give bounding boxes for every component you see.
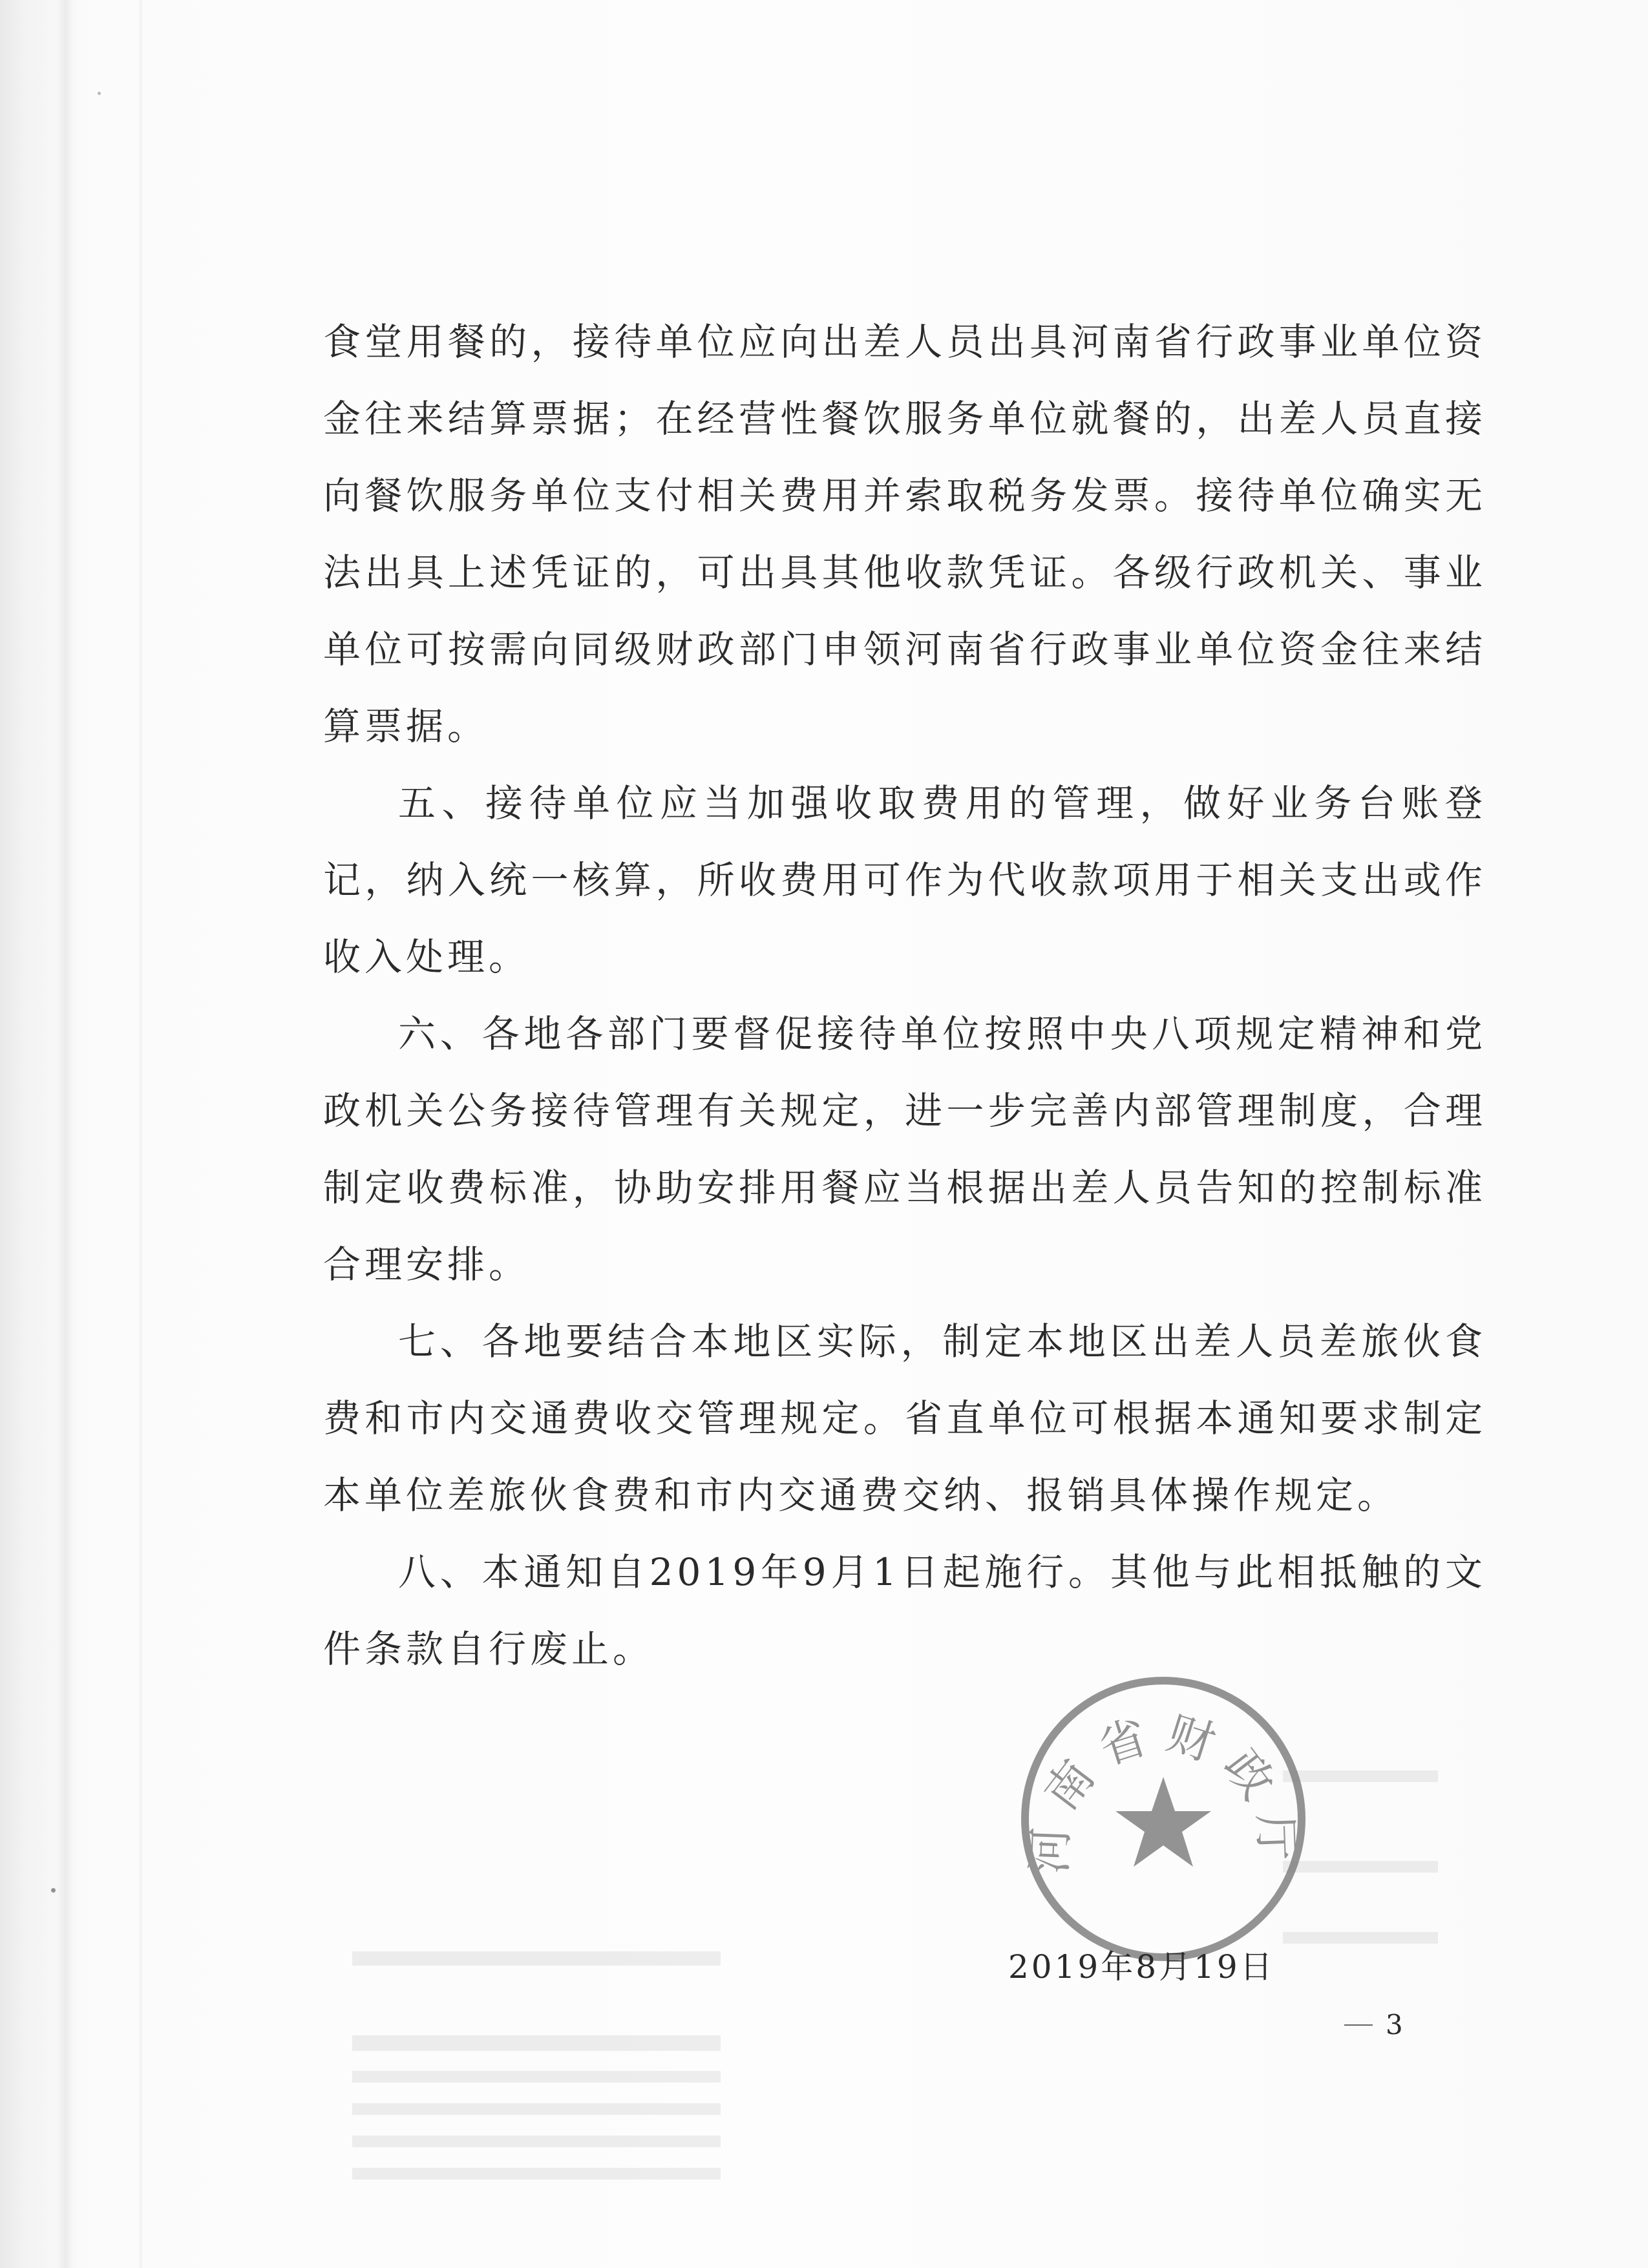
- bleed-through-mark: [352, 2103, 721, 2115]
- scan-speck: [51, 1888, 56, 1893]
- bleed-through-mark: [352, 2136, 721, 2147]
- paragraph: 五、接待单位应当加强收取费用的管理，做好业务台账登记，纳入统一核算，所收费用可作为代收款项用于相关支出或作收入处理。: [323, 781, 1486, 979]
- paragraph: 七、各地要结合本地区实际，制定本地区出差人员差旅伙食费和市内交通费收交管理规定。省直单位可根据本通知要求制定本单位差旅伙食费和市内交通费交纳、报销具体操作规定。: [323, 1319, 1486, 1517]
- star-icon: [1115, 1777, 1211, 1867]
- page-number: [1344, 2007, 1403, 2043]
- page-number-value: 3: [1386, 2009, 1403, 2041]
- seal-text: 河南省财政厅: [1022, 1705, 1305, 1875]
- page-number-dash: [1344, 2024, 1373, 2026]
- official-seal: [1011, 1667, 1315, 1971]
- paragraph: 食堂用餐的，接待单位应向出差人员出具河南省行政事业单位资金往来结算票据；在经营性餐饮服务单位就餐的，出差人员直接向餐饮服务单位支付相关费用并索取税务发票。接待单位确实无法出具上述凭证的，可出具其他收款凭证。各级行政机关、事业单位可按需向同级财政部门申领河南省行政事业单位资金往来结算票据。: [323, 320, 1486, 748]
- scan-speck: [98, 92, 101, 95]
- bleed-through-mark: [352, 2071, 721, 2083]
- paragraph: 六、各地各部门要督促接待单位按照中央八项规定精神和党政机关公务接待管理有关规定，进一步完善内部管理制度，合理制定收费标准，协助安排用餐应当根据出差人员告知的控制标准合理安排。: [323, 1012, 1486, 1286]
- paragraph: 八、本通知自2019年9月1日起施行。其他与此相抵触的文件条款自行废止。: [323, 1550, 1486, 1671]
- binding-edge-shadow: [57, 0, 74, 2268]
- bleed-through-mark: [352, 2168, 721, 2179]
- binding-edge-line: [138, 0, 143, 2268]
- bleed-through-mark: [352, 2035, 721, 2051]
- document-body: [323, 304, 1486, 1688]
- bleed-through-mark: [352, 1951, 721, 1966]
- document-date: 2019年8月19日: [1008, 1948, 1275, 1986]
